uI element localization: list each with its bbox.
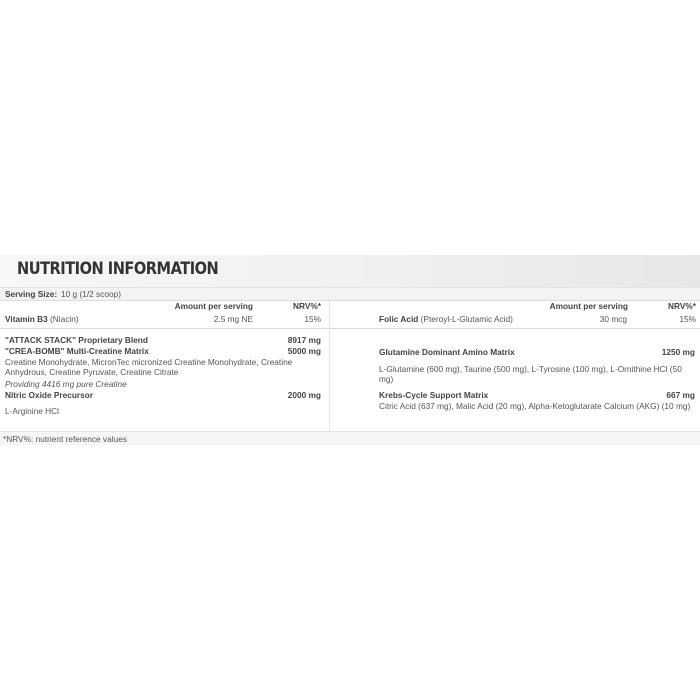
folic-acid-amount: 30 mcg	[599, 314, 627, 324]
title-band	[0, 255, 700, 288]
krebs-matrix-ingredients: Citric Acid (637 mg), Malic Acid (20 mg), Alpha-Ketoglutarate Calcium (AKG) (10 mg)	[379, 401, 691, 411]
krebs-matrix-amount: 667 mg	[666, 390, 695, 400]
right-nrv-header: NRV%*	[668, 301, 696, 311]
serving-size-value: 10 g (1/2 scoop)	[61, 289, 121, 299]
left-nrv-header: NRV%*	[293, 301, 321, 311]
right-amount-header: Amount per serving	[549, 301, 628, 311]
footnote: *NRV%: nutrient reference values	[3, 434, 127, 444]
glutamine-matrix-amount: 1250 mg	[661, 347, 695, 357]
glutamine-matrix-name: Glutamine Dominant Amino Matrix	[379, 347, 515, 357]
vitamin-b3-name: Vitamin B3	[5, 314, 48, 324]
attack-stack-name: "ATTACK STACK" Proprietary Blend	[5, 335, 148, 345]
attack-stack-amount: 8917 mg	[287, 335, 321, 345]
krebs-matrix-name: Krebs-Cycle Support Matrix	[379, 390, 489, 400]
column-divider	[329, 301, 330, 431]
divider	[330, 328, 700, 329]
vitamin-b3-amount: 2.5 mg NE	[213, 314, 253, 324]
nitric-oxide-amount: 2000 mg	[287, 390, 321, 400]
glutamine-matrix-ingredients: L-Glutamine (600 mg), Taurine (500 mg), L-Tyrosine (100 mg), L-Ornithine HCl (50 mg)	[379, 364, 682, 385]
serving-size-label: Serving Size:	[5, 289, 58, 299]
crea-bomb-name: "CREA-BOMB" Multi-Creatine Matrix	[5, 346, 149, 356]
vitamin-b3-nrv: 15%	[304, 314, 321, 324]
folic-acid-row	[379, 314, 513, 324]
nitric-oxide-ingredients: L-Arginine HCl	[5, 406, 59, 416]
crea-bomb-ingredients: Creatine Monohydrate, MicronTec micronized Creatine Monohydrate, Creatine Anhydrous, Creatine Pyruvate, Creatine Citrate	[5, 357, 293, 378]
divider	[0, 328, 329, 329]
crea-bomb-note: Providing 4416 mg pure Creatine	[5, 379, 127, 389]
vitamin-b3-detail: (Niacin)	[50, 314, 79, 324]
folic-acid-name: Folic Acid	[379, 314, 419, 324]
folic-acid-detail: (Pteroyl-L-Glutamic Acid)	[420, 314, 513, 324]
nitric-oxide-name: Nitric Oxide Precursor	[5, 390, 94, 400]
folic-acid-nrv: 15%	[679, 314, 696, 324]
nutrition-panel	[0, 255, 700, 445]
page-title: NUTRITION INFORMATION	[17, 259, 219, 279]
footnote-row	[0, 431, 700, 445]
crea-bomb-amount: 5000 mg	[287, 346, 321, 356]
vitamin-b3-row	[5, 314, 79, 324]
left-amount-header: Amount per serving	[174, 301, 253, 311]
